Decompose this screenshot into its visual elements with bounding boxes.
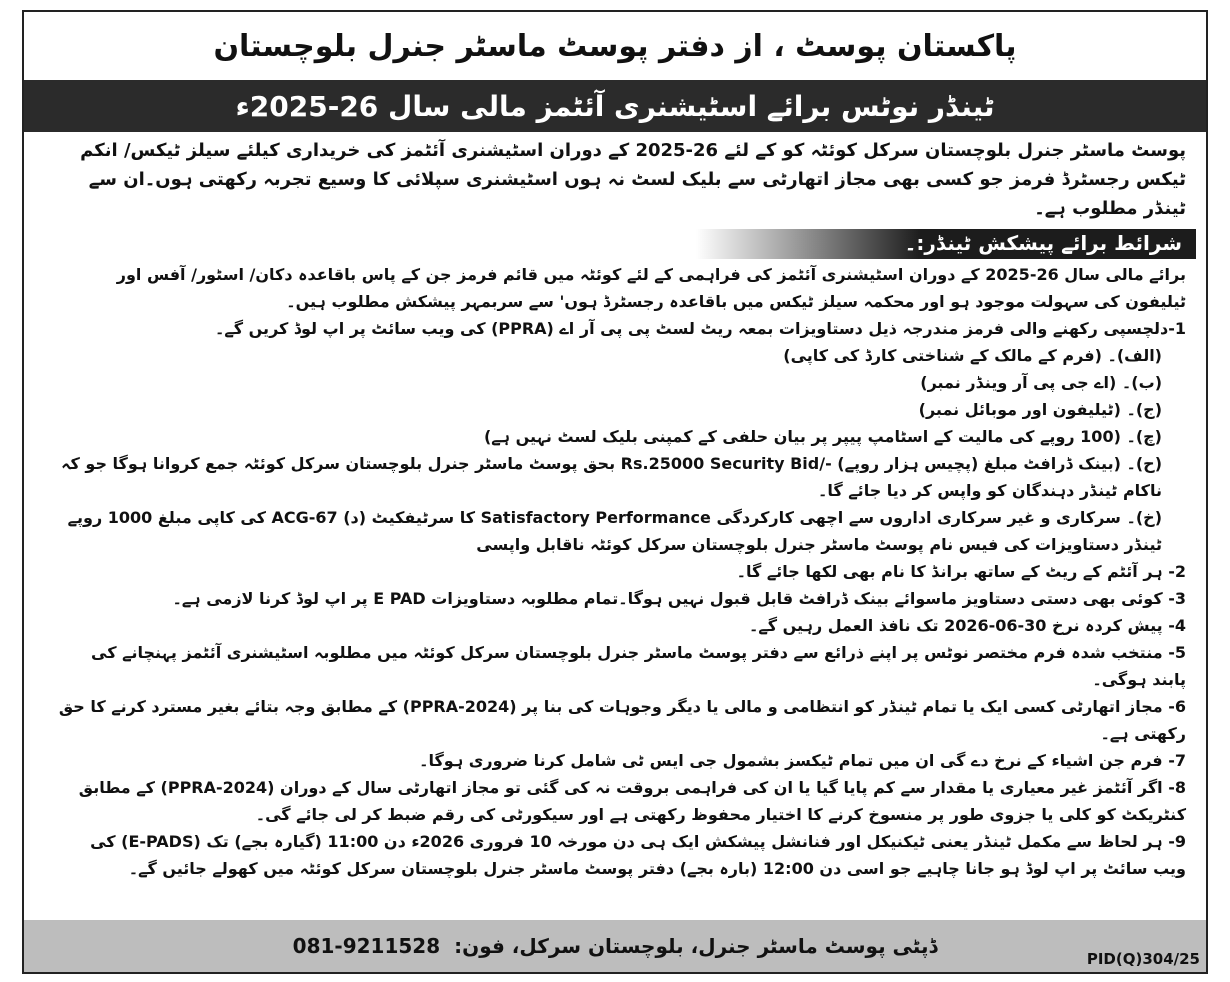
- tender-notice: [22, 10, 1208, 974]
- notice-body: [54, 134, 1186, 882]
- conditions-list: [54, 315, 1186, 882]
- sub-condition-item: (ب)۔ (اے جی پی آر وینڈر نمبر): [920, 373, 1162, 392]
- publication-id: PID(Q)304/25: [1086, 950, 1200, 968]
- sub-condition-item: (چ)۔ (100 روپے کی مالیت کے اسٹامپ پیپر پر بیان حلفی کے کمپنی بلیک لسٹ نہیں ہے): [483, 427, 1162, 446]
- footer-phone: 081-9211528: [292, 934, 441, 958]
- condition-item: 2- ہر آئٹم کے ریٹ کے ساتھ برانڈ کا نام بھی لکھا جائے گا۔: [736, 562, 1186, 581]
- sub-condition-item: (ح)۔ (بینک ڈرافٹ مبلغ (پچیس ہزار روپے) -/Rs.25000 Security Bid بحق پوسٹ ماسٹر جنرل بلوچستان سرکل کوئٹہ جمع کروانا ہوگا جو کہ ناکام ٹینڈر دہندگان کو واپس کر دیا جائے گا۔: [61, 454, 1162, 500]
- footer-issuer: ڈپٹی پوسٹ ماسٹر جنرل، بلوچستان سرکل، فون:: [454, 934, 938, 958]
- condition-item: 6- مجاز اتھارٹی کسی ایک یا تمام ٹینڈر کو انتظامی و مالی یا دیگر وجوہات کی بنا پر (PPRA-2024) کے مطابق وجہ بتائے بغیر مسترد کرنے کا حق رکھتی ہے۔: [58, 697, 1186, 743]
- footer-contact: [24, 920, 1206, 972]
- notice-title: پاکستان پوسٹ ، از دفتر پوسٹ ماسٹر جنرل بلوچستان: [213, 28, 1017, 64]
- section-heading-text: شرائط برائے پیشکش ٹینڈر:۔: [904, 231, 1182, 255]
- condition-item: 7- فرم جن اشیاء کے نرخ دے گی ان میں تمام ٹیکسز بشمول جی ایس ٹی شامل کرنا ضروری ہوگا۔: [419, 751, 1186, 770]
- footer: [24, 920, 1206, 972]
- condition-item: 5- منتخب شدہ فرم مختصر نوٹس پر اپنے ذرائع سے دفتر پوسٹ ماسٹر جنرل بلوچستان سرکل کوئٹہ میں مطلوبہ اسٹیشنری آئٹمز پہنچانے کی پابند ہوگی۔: [91, 643, 1186, 689]
- intro-paragraph: پوسٹ ماسٹر جنرل بلوچستان سرکل کوئٹہ کو کے لئے 26-2025 کے دوران اسٹیشنری آئٹمز کی خریداری کیلئے سیلز ٹیکس/ انکم ٹیکس رجسٹرڈ فرمز جو کسی بھی مجاز اتھارٹی سے بلیک لسٹ نہ ہوں اسٹیشنری سپلائی کا وسیع تجربہ رکھتی ہوں۔ان سے ٹینڈر مطلوب ہے۔: [80, 140, 1186, 219]
- condition-item: 9- ہر لحاظ سے مکمل ٹینڈر یعنی ٹیکنیکل اور فنانشل پیشکش ایک ہی دن مورخہ 10 فروری 2026ء دن 11:00 (گیارہ بجے) تک (E-PADS) کی ویب سائٹ پر اپ لوڈ ہو جانا چاہیے جو اسی دن 12:00 (بارہ بجے) دفتر پوسٹ ماسٹر جنرل بلوچستان سرکل کوئٹہ میں کھولے جائیں گے۔: [90, 832, 1186, 878]
- sub-condition-item: (ج)۔ (ٹیلیفون اور موبائل نمبر): [918, 400, 1162, 419]
- sub-condition-item: (خ)۔ سرکاری و غیر سرکاری اداروں سے اچھی کارکردگی Satisfactory Performance کا سرٹیفکیٹ (د) ACG-67 کی کاپی مبلغ 1000 روپے ٹینڈر دستاویزات کی فیس نام پوسٹ ماسٹر جنرل بلوچستان سرکل کوئٹہ ناقابل واپسی: [67, 508, 1162, 554]
- section-heading: [54, 229, 1196, 259]
- condition-item: 4- پیش کردہ نرخ 30-06-2026 تک نافذ العمل رہیں گے۔: [749, 616, 1186, 635]
- sub-condition-item: (الف)۔ (فرم کے مالک کے شناختی کارڈ کی کاپی): [783, 346, 1162, 365]
- conditions-intro: برائے مالی سال 26-2025 کے دوران اسٹیشنری آئٹمز کی فراہمی کے لئے کوئٹہ میں قائم فرمز جن کے پاس باقاعدہ دکان/ اسٹور/ آفس اور ٹیلیفون کی سہولت موجود ہو اور محکمہ سیلز ٹیکس میں باقاعدہ رجسٹرڈ ہوں' سے سربمہر پیشکش مطلوب ہیں۔: [116, 265, 1186, 311]
- condition-item: 8- اگر آئٹمز غیر معیاری یا مقدار سے کم پایا گیا یا ان کی فراہمی بروقت نہ کی گئی تو مجاز اتھارٹی سال کے دوران (PPRA-2024) کے مطابق کنٹریکٹ کو کلی یا جزوی طور پر منسوخ کرنے کا اختیار محفوظ رکھتی ہے اور سیکورٹی کی رقم ضبط کر لی جائے گی۔: [78, 778, 1186, 824]
- condition-item: 3- کوئی بھی دستی دستاویز ماسوائے بینک ڈرافٹ قابل قبول نہیں ہوگا۔تمام مطلوبہ دستاویزات E PAD پر اپ لوڈ کرنا لازمی ہے۔: [172, 589, 1186, 608]
- notice-subtitle: ٹینڈر نوٹس برائے اسٹیشنری آئٹمز مالی سال 26-2025ء: [24, 80, 1206, 132]
- condition-item: 1-دلچسپی رکھنے والی فرمز مندرجہ ذیل دستاویزات بمعہ ریٹ لسٹ پی پی آر اے (PPRA) کی ویب سائٹ پر اپ لوڈ کریں گے۔: [215, 319, 1186, 338]
